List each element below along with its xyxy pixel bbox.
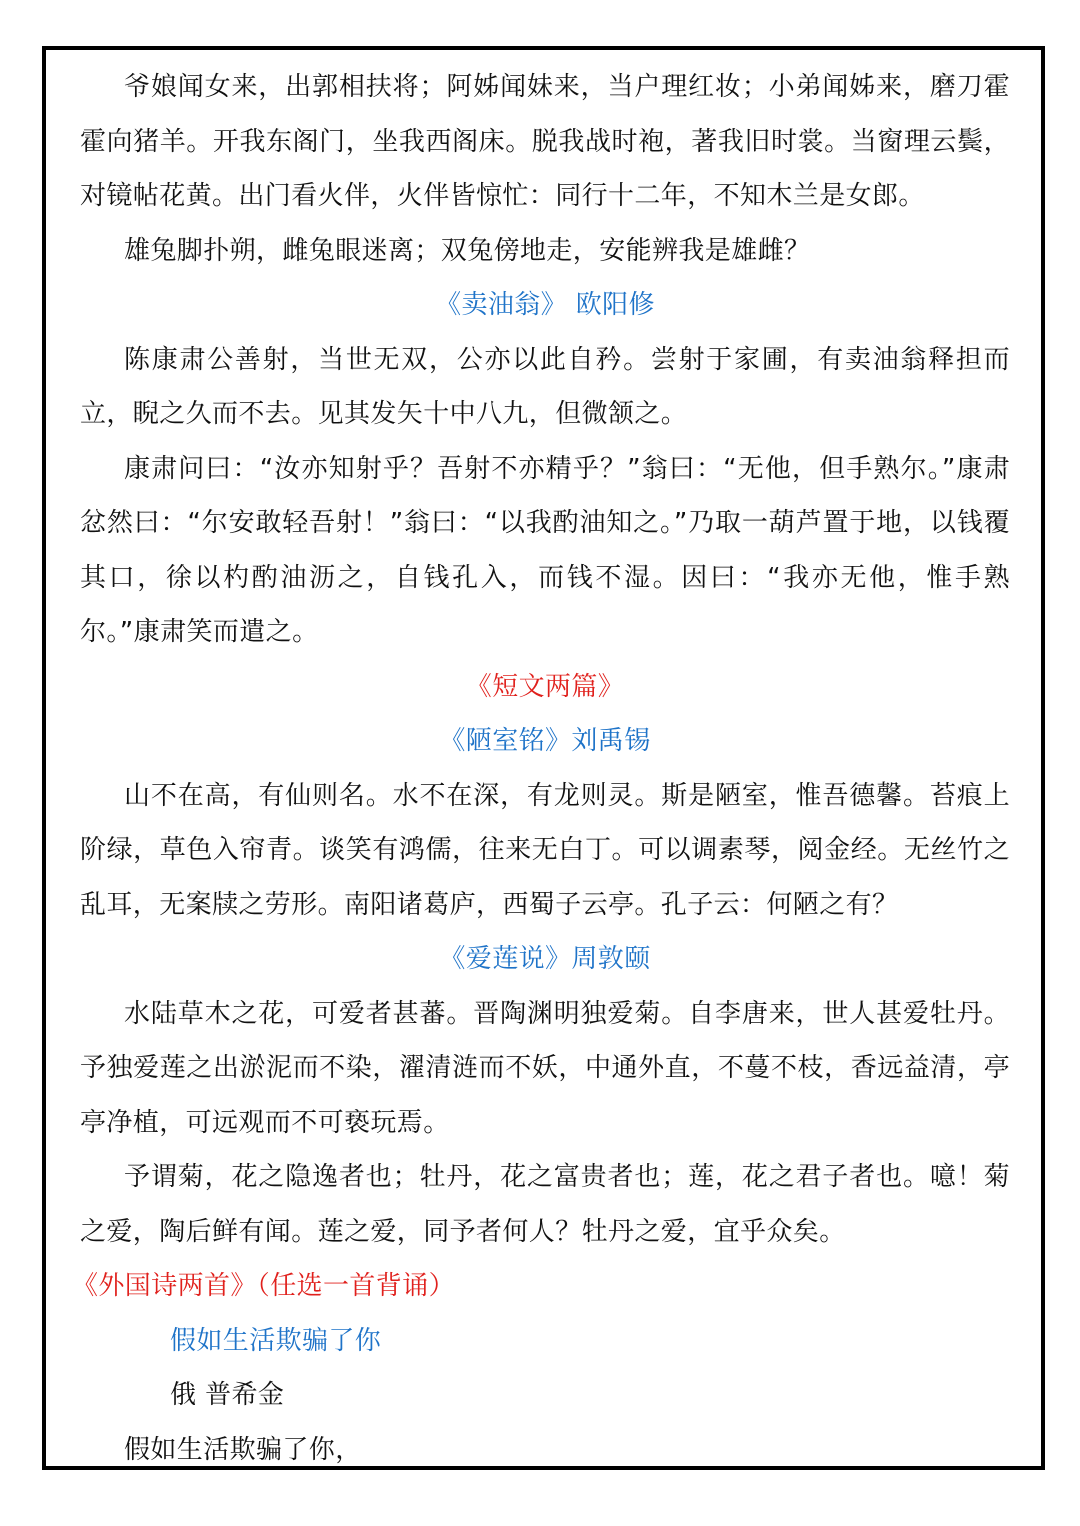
loushiming-paragraph: 山不在高，有仙则名。水不在深，有龙则灵。斯是陋室，惟吾德馨。苔痕上阶绿，草色入帘青。谈笑有鸿儒，往来无白丁。可以调素琴，阅金经。无丝竹之乱耳，无案牍之劳形。南阳诸葛庐，西蜀子云亭。孔子云：何陋之有？ bbox=[80, 780, 1010, 920]
maiyouweng-title: 《卖油翁》 欧阳修 bbox=[435, 290, 655, 320]
ailianshuo-paragraph-2: 予谓菊，花之隐逸者也；牡丹，花之富贵者也；莲，花之君子者也。噫！菊之爱，陶后鲜有闻。莲之爱，同予者何人？牡丹之爱，宜乎众矣。 bbox=[80, 1162, 1010, 1247]
ailianshuo-title: 《爱莲说》周敦颐 bbox=[439, 944, 651, 974]
foreign-poems-section-title: 《外国诗两首》（任选一首背诵） bbox=[72, 1271, 456, 1301]
mulan-paragraph-2: 雄兔脚扑朔，雌兔眼迷离；双兔傍地走，安能辨我是雄雌？ bbox=[124, 235, 811, 266]
poem-title: 假如生活欺骗了你 bbox=[170, 1325, 382, 1356]
mulan-paragraph-1: 爷娘闻女来，出郭相扶将；阿姊闻妹来，当户理红妆；小弟闻姊来，磨刀霍霍向猪羊。开我东阁门，坐我西阁床。脱我战时袍，著我旧时裳。当窗理云鬓，对镜帖花黄。出门看火伴，火伴皆惊忙：同行十二年，不知木兰是女郎。 bbox=[80, 72, 1010, 211]
loushiming-title: 《陋室铭》刘禹锡 bbox=[439, 726, 651, 756]
page-border-frame bbox=[42, 46, 1045, 1470]
document-body bbox=[72, 60, 1010, 1470]
poem-line-1: 假如生活欺骗了你， bbox=[124, 1434, 362, 1465]
maiyouweng-paragraph-2: 康肃问曰：“汝亦知射乎？吾射不亦精乎？”翁曰：“无他，但手熟尔。”康肃忿然曰：“尔安敢轻吾射！”翁曰：“以我酌油知之。”乃取一葫芦置于地，以钱覆其口，徐以杓酌油沥之，自钱孔入，而钱不湿。因曰：“我亦无他，惟手熟尔。”康肃笑而遣之。 bbox=[80, 453, 1010, 647]
ailianshuo-paragraph-1: 水陆草木之花，可爱者甚蕃。晋陶渊明独爱菊。自李唐来，世人甚爱牡丹。予独爱莲之出淤泥而不染，濯清涟而不妖，中通外直，不蔓不枝，香远益清，亭亭净植，可远观而不可亵玩焉。 bbox=[80, 998, 1010, 1138]
duanwen-section-title: 《短文两篇》 bbox=[465, 671, 625, 702]
poem-author: 俄 普希金 bbox=[170, 1380, 285, 1410]
maiyouweng-paragraph-1: 陈康肃公善射，当世无双，公亦以此自矜。尝射于家圃，有卖油翁释担而立，睨之久而不去。见其发矢十中八九，但微颔之。 bbox=[80, 344, 1010, 429]
